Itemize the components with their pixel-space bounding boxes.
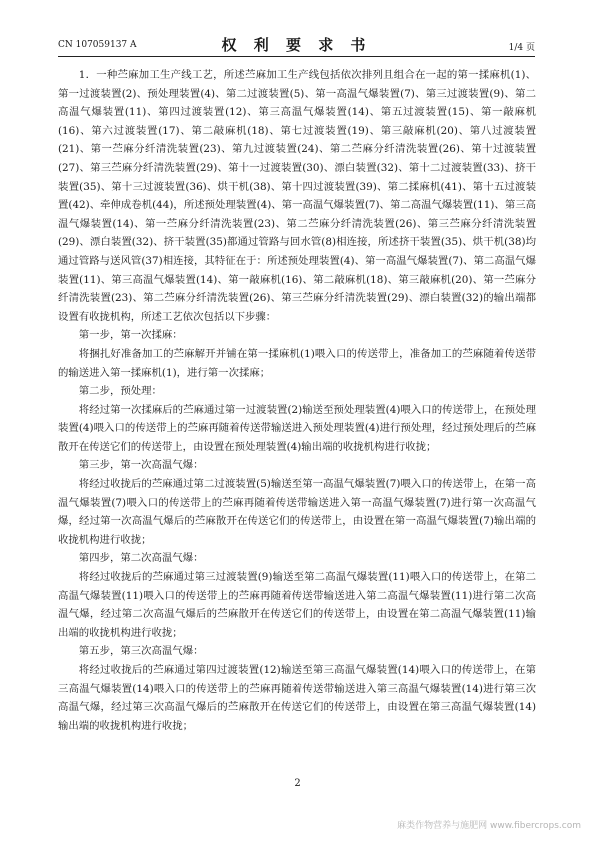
claim-paragraph: 1．一种苎麻加工生产线工艺，所述苎麻加工生产线包括依次排列且组合在一起的第一揉麻机(1)、第一过渡装置(2)、预处理装置(4)、第二过渡装置(5)、第一高温气爆装置(7)、第三过渡装置(9)、第二高温气爆装置(11)、第四过渡装置(12)、第三高温气爆装置(14)、第五过渡装置(15)、第一敲麻机(16)、第六过渡装置(17)、第二敲麻机(18)、第七过渡装置(19)、第三敲麻机(20)、第八过渡装置(21)、第一苎麻分纤清洗装置(23)、第九过渡装置(24)、第二苎麻分纤清洗装置(26)、第十过渡装置(27)、第三苎麻分纤清洗装置(29)、第十一过渡装置(30)、漂白装置(32)、第十二过渡装置(33)、挤干装置(35)、第十三过渡装置(36)、烘干机(38)、第十四过渡装置(39)、第二揉麻机(41)、第十五过渡装置(42)、牵伸成卷机(44)，所述预处理装置(4)、第一高温气爆装置(7)、第二高温气爆装置(11)、第三高温气爆装置(14)、第一苎麻分纤清洗装置(23)、第二苎麻分纤清洗装置(26)、第三苎麻分纤清洗装置(29)、漂白装置(32)、挤干装置(35)都通过管路与回水管(8)相连接，所述挤干装置(35)、烘干机(38)均通过管路与送风管(37)相连接，其特征在于：所述预处理装置(4)、第一高温气爆装置(7)、第二高温气爆装置(11)、第三高温气爆装置(14)、第一敲麻机(16)、第二敲麻机(18)、第三敲麻机(20)、第一苎麻分纤清洗装置(23)、第二苎麻分纤清洗装置(26)、第三苎麻分纤清洗装置(29)、漂白装置(32)的输出端都设置有收拢机构，所述工艺依次包括以下步骤：: [58, 69, 536, 323]
claims-body: [58, 66, 536, 735]
step-heading: 第四步，第二次高温气爆：: [78, 552, 204, 565]
page-number: 2: [294, 778, 301, 789]
step-heading: 第三步，第一次高温气爆：: [78, 459, 204, 472]
step-paragraph: 将捆扎好准备加工的苎麻解开并铺在第一揉麻机(1)喂入口的传送带上，准备加工的苎麻随着传送带的输送进入第一揉麻机(1)，进行第一次揉麻；: [58, 347, 536, 379]
step-heading: 第五步，第三次高温气爆：: [78, 645, 204, 658]
page-header: [58, 34, 535, 57]
step-heading: 第一步，第一次揉麻：: [78, 329, 183, 342]
step-paragraph: 将经过收拢后的苎麻通过第三过渡装置(9)输送至第二高温气爆装置(11)喂入口的传送带上，在第二高温气爆装置(11)喂入口的传送带上的苎麻再随着传送带输送进入第二高温气爆装置(11)进行第二次高温气爆，经过第二次高温气爆后的苎麻散开在传送它们的传送带上，由设置在第二高温气爆装置(11)输出端的收拢机构进行收拢；: [58, 571, 536, 639]
step-heading: 第二步，预处理：: [78, 385, 162, 398]
step-paragraph: 将经过第一次揉麻后的苎麻通过第一过渡装置(2)输送至预处理装置(4)喂入口的传送带上，在预处理装置(4)喂入口的传送带上的苎麻再随着传送带输送进入预处理装置(4)进行预处理，经过预处理后的苎麻散开在传送它们的传送带上，由设置在预处理装置(4)输出端的收拢机构进行收拢；: [58, 403, 536, 453]
step-paragraph: 将经过收拢后的苎麻通过第二过渡装置(5)输送至第一高温气爆装置(7)喂入口的传送带上，在第一高温气爆装置(7)喂入口的传送带上的苎麻再随着传送带输送进入第一高温气爆装置(7)进行第一次高温气爆，经过第一次高温气爆后的苎麻散开在传送它们的传送带上，由设置在第一高温气爆装置(7)输出端的收拢机构进行收拢；: [58, 478, 536, 546]
document-number: CN 107059137 A: [58, 40, 137, 50]
step-paragraph: 将经过收拢后的苎麻通过第四过渡装置(12)输送至第三高温气爆装置(14)喂入口的传送带上，在第三高温气爆装置(14)喂入口的传送带上的苎麻再随着传送带输送进入第三高温气爆装置(14)进行第三次高温气爆，经过第三次高温气爆后的苎麻散开在传送它们的传送带上，由设置在第三高温气爆装置(14)输出端的收拢机构进行收拢；: [58, 664, 536, 732]
page-indicator: 1/4 页: [508, 43, 535, 53]
page-title: 权 利 要 求 书: [221, 36, 372, 54]
watermark: 麻类作物营养与施肥网 www.fibercrops.com: [397, 821, 581, 831]
